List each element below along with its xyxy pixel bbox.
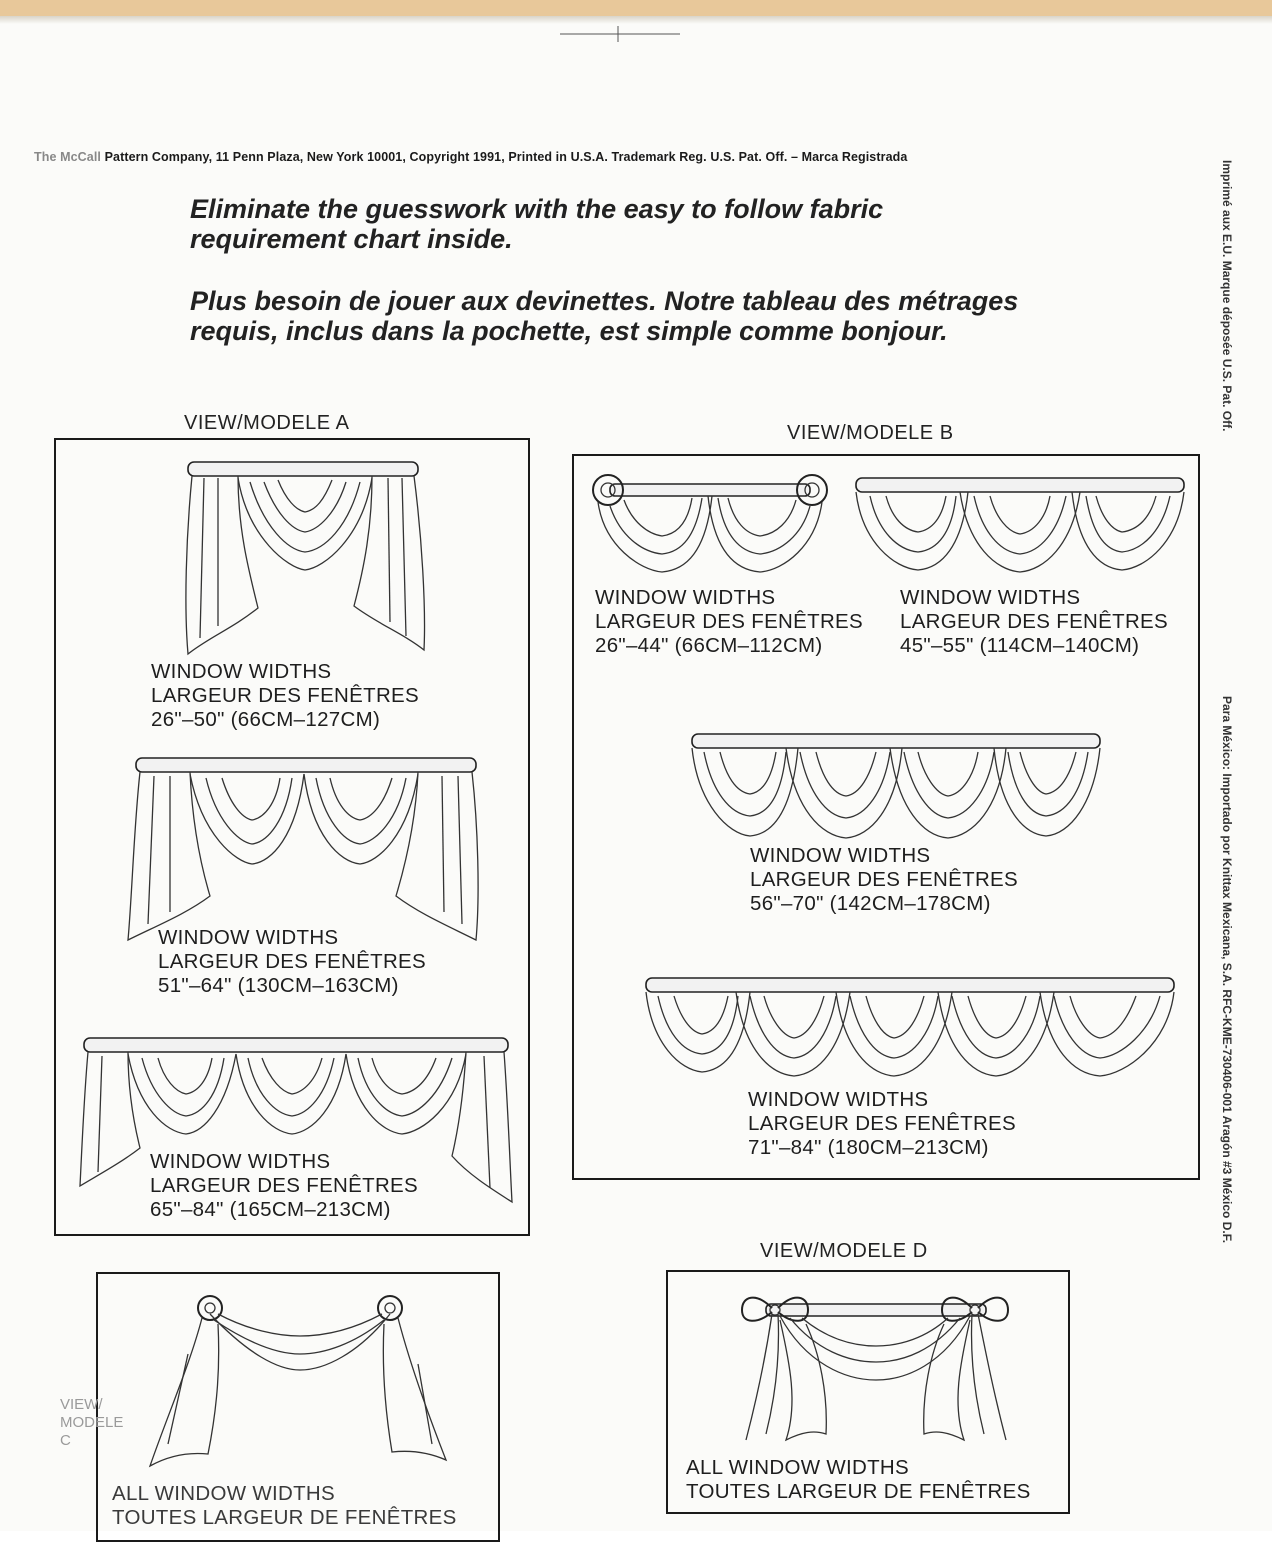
copyright-line	[34, 150, 1184, 164]
view-b-label-3-line2: LARGEUR DES FENÊTRES	[750, 868, 1018, 891]
view-b-swag-4-drawing	[640, 974, 1180, 1084]
envelope-top-strip	[0, 0, 1272, 16]
view-d-label-line1: ALL WINDOW WIDTHS	[686, 1456, 910, 1479]
view-a-label-2	[158, 926, 426, 998]
view-b-label-4-line2: LARGEUR DES FENÊTRES	[748, 1112, 1016, 1135]
side-text-trademark: Imprimé aux E.U. Marque déposée U.S. Pat. Off.	[1220, 160, 1234, 432]
view-b-swag-1-drawing	[590, 466, 830, 586]
view-b-title: VIEW/MODELE B	[787, 422, 954, 444]
view-a-label-2-line2: LARGEUR DES FENÊTRES	[158, 950, 426, 973]
view-a-label-2-line1: WINDOW WIDTHS	[158, 926, 339, 949]
view-a-label-3-line2: LARGEUR DES FENÊTRES	[150, 1174, 418, 1197]
view-d-label-line2: TOUTES LARGEUR DE FENÊTRES	[686, 1480, 1031, 1503]
view-b-swag-2-drawing	[850, 472, 1190, 582]
view-c-scarf-swag-drawing	[128, 1284, 468, 1484]
copyright-main: Pattern Company, 11 Penn Plaza, New York 10001, Copyright 1991, Printed in U.S.A. Trademark Reg. U.S. Pat. Off. – Marca Registrada	[104, 150, 908, 164]
view-b-label-2-line3: 45"–55" (114CM–140CM)	[900, 634, 1140, 657]
view-b-label-3-line3: 56"–70" (142CM–178CM)	[750, 892, 991, 915]
view-d-bow-swag-drawing	[736, 1284, 1016, 1454]
view-b-label-1-line1: WINDOW WIDTHS	[595, 586, 776, 609]
view-a-label-1-line2: LARGEUR DES FENÊTRES	[151, 684, 419, 707]
view-a-label-3-line3: 65"–84" (165CM–213CM)	[150, 1198, 391, 1221]
side-text-mexico: Para México: Importado por Knittax Mexicana, S.A. RFC-KME-730406-001 Aragón #3 México D.F.	[1220, 696, 1234, 1244]
view-a-title: VIEW/MODELE A	[184, 412, 350, 434]
view-b-label-2-line1: WINDOW WIDTHS	[900, 586, 1081, 609]
copyright-company-faded: The McCall	[34, 150, 101, 164]
view-b-label-4	[748, 1088, 1016, 1160]
view-c-label-line2: TOUTES LARGEUR DE FENÊTRES	[112, 1506, 457, 1529]
view-a-label-2-line3: 51"–64" (130CM–163CM)	[158, 974, 399, 997]
view-d-title: VIEW/MODELE D	[760, 1240, 928, 1262]
view-b-label-3-line1: WINDOW WIDTHS	[750, 844, 931, 867]
view-b-label-4-line1: WINDOW WIDTHS	[748, 1088, 929, 1111]
view-c-title-faded: VIEW/ MODELE C	[60, 1396, 124, 1449]
view-b-label-2-line2: LARGEUR DES FENÊTRES	[900, 610, 1168, 633]
view-c-label-line1: ALL WINDOW WIDTHS	[112, 1482, 336, 1505]
view-b-label-3	[750, 844, 1018, 916]
view-b-label-1	[595, 586, 863, 658]
envelope-top-shadow	[0, 16, 1272, 24]
view-b-label-4-line3: 71"–84" (180CM–213CM)	[748, 1136, 989, 1159]
view-b-label-2	[900, 586, 1168, 658]
view-a-label-1	[151, 660, 419, 732]
view-d-label	[686, 1456, 1031, 1504]
view-b-label-1-line3: 26"–44" (66CM–112CM)	[595, 634, 823, 657]
view-a-label-1-line1: WINDOW WIDTHS	[151, 660, 332, 683]
view-c-label	[112, 1482, 457, 1530]
view-b-swag-3-drawing	[686, 730, 1106, 850]
view-b-label-1-line2: LARGEUR DES FENÊTRES	[595, 610, 863, 633]
view-a-label-1-line3: 26"–50" (66CM–127CM)	[151, 708, 381, 731]
view-a-swag-1-drawing	[178, 458, 438, 658]
headline-french: Plus besoin de jouer aux devinettes. Notre tableau des métrages requis, inclus dans la pochette, est simple comme bonjour.	[190, 286, 1019, 346]
headline-english: Eliminate the guesswork with the easy to follow fabric requirement chart inside.	[190, 194, 884, 254]
view-a-label-3	[150, 1150, 418, 1222]
fold-mark-icon	[560, 26, 680, 42]
view-a-label-3-line1: WINDOW WIDTHS	[150, 1150, 331, 1173]
view-a-swag-2-drawing	[126, 756, 486, 946]
